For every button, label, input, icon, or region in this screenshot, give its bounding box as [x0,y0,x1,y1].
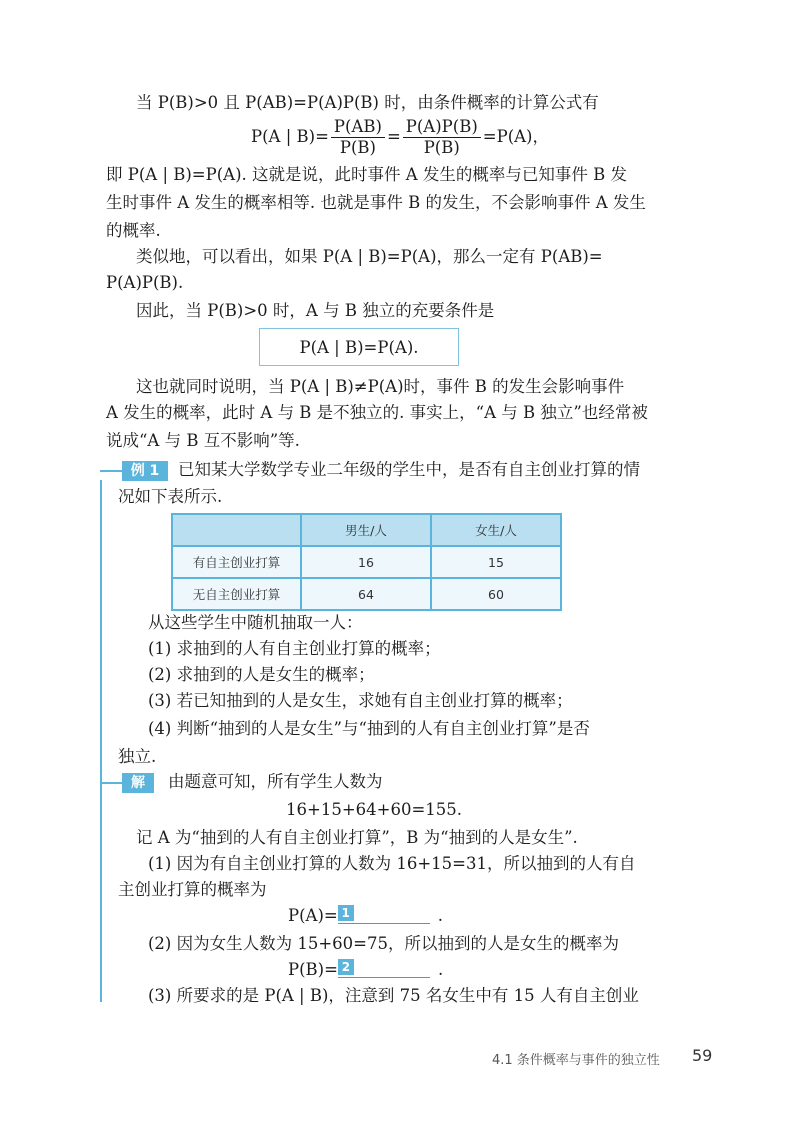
example-question-4-line2: 独立. [118,747,157,766]
example-horizontal-bar [100,470,122,472]
solution-sum: 16+15+64+60=155. [286,800,463,819]
solution-step1-line1: (1) 因为有自主创业打算的人数为 16+15=31，所以抽到的人有自 [148,854,636,873]
solution-step3-line1: (3) 所要求的是 P(A | B)，注意到 75 名女生中有 15 人有自主创业 [148,986,639,1005]
solution-step2-formula [288,959,443,981]
solution-define: 记 A 为“抽到的人有自主创业打算”，B 为“抽到的人是女生”. [136,828,578,847]
period-2: . [437,960,444,979]
para2-line2: P(A)P(B). [106,273,184,292]
solution-tag: 解 [122,773,154,793]
solution-step1-line2: 主创业打算的概率为 [118,880,267,899]
table-header-row [172,514,561,546]
table-cell: 无自主创业打算 [172,578,301,610]
boxed-formula [259,328,459,366]
table-cell: 有自主创业打算 [172,546,301,578]
example-vertical-bar [100,480,102,1002]
table-header-cell: 男生/人 [301,514,431,546]
fraction-1 [331,117,385,158]
blank-number-1: 1 [338,905,354,921]
fraction-2-denominator: P(B) [423,138,460,157]
answer-blank-1[interactable] [338,905,430,924]
pa-formula: P(A)= [288,906,338,925]
solution-step1-formula [288,905,443,927]
para4-line1: 这也就同时说明，当 P(A | B)≠P(A)时，事件 B 的发生会影响事件 [136,377,625,396]
footer-section-title: 4.1 条件概率与事件的独立性 [492,1053,660,1068]
example-line2: 况如下表所示. [118,487,223,506]
example-line1: 已知某大学数学专业二年级的学生中，是否有自主创业打算的情 [178,460,640,479]
example-question-1: (1) 求抽到的人有自主创业打算的概率； [148,639,441,658]
para3-line1: 因此，当 P(B)>0 时，A 与 B 独立的充要条件是 [136,301,495,320]
para2-line1: 类似地，可以看出，如果 P(A | B)=P(A)，那么一定有 P(AB)= [136,247,603,266]
fraction-2-numerator: P(A)P(B) [403,117,481,138]
boxed-formula-text: P(A | B)=P(A). [299,338,419,357]
formula-lhs: P(A | B)= [251,127,329,146]
solution-step2-line1: (2) 因为女生人数为 15+60=75，所以抽到的人是女生的概率为 [148,934,619,953]
table-header-cell [172,514,301,546]
table-cell: 64 [301,578,431,610]
example-question-3: (3) 若已知抽到的人是女生，求她有自主创业打算的概率； [148,691,573,710]
solution-line1: 由题意可知，所有学生人数为 [168,772,383,791]
pb-formula: P(B)= [288,960,338,979]
solution-horizontal-bar [100,782,122,784]
fraction-2 [403,117,481,158]
para1-line4: 的概率. [106,221,161,240]
fraction-1-numerator: P(AB) [331,117,385,138]
table-cell: 15 [431,546,561,578]
para1-line2: 即 P(A | B)=P(A). 这就是说，此时事件 A 发生的概率与已知事件 B 发 [106,165,628,184]
period-1: . [437,906,443,925]
fraction-1-denominator: P(B) [339,138,376,157]
table-header-cell: 女生/人 [431,514,561,546]
blank-number-2: 2 [338,959,354,975]
table-cell: 60 [431,578,561,610]
table-cell: 16 [301,546,431,578]
example-question-2: (2) 求抽到的人是女生的概率； [148,665,375,684]
example-tag: 例 1 [122,461,168,481]
conditional-probability-formula: P(A | B)= $\frac{P(AB)}{P(B)}$ = $\frac{P(A)P(B)}{P(B)}$ =P(A)， [251,117,549,157]
example-intro: 从这些学生中随机抽取一人： [148,613,363,632]
formula-rhs: =P(A)， [482,127,549,146]
para4-line2: A 发生的概率，此时 A 与 B 是不独立的. 事实上，“A 与 B 独立”也经常被 [106,403,648,422]
para1-line1: 当 P(B)>0 且 P(AB)=P(A)P(B) 时，由条件概率的计算公式有 [136,93,599,112]
example-question-4-line1: (4) 判断“抽到的人是女生”与“抽到的人有自主创业打算”是否 [148,719,590,738]
para1-line3: 生时事件 A 发生的概率相等. 也就是事件 B 的发生，不会影响事件 A 发生 [106,193,646,212]
data-table [171,513,562,611]
table-row [172,578,561,610]
para4-line3: 说成“A 与 B 互不影响”等. [106,431,300,450]
footer-page-number: 59 [692,1046,713,1065]
table-row [172,546,561,578]
answer-blank-2[interactable] [338,959,430,978]
